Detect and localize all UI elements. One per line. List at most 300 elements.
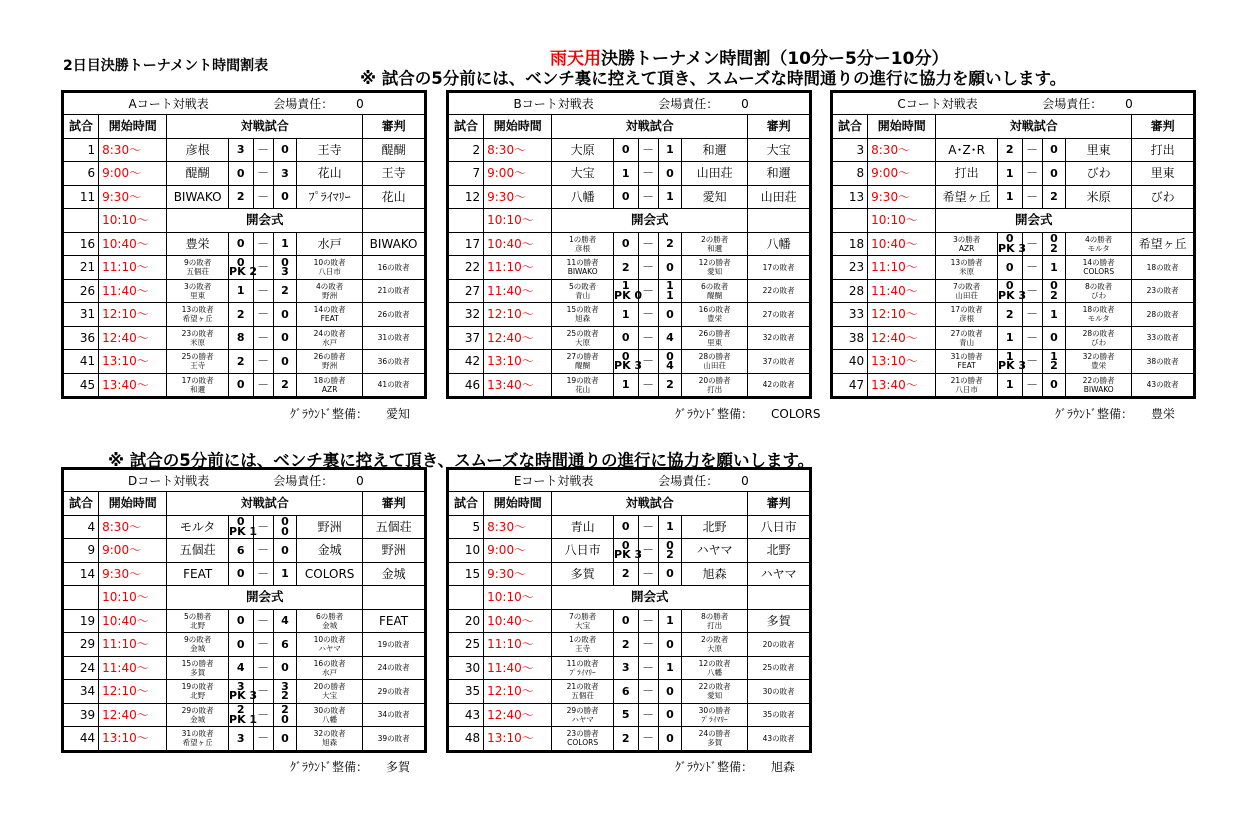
table-row [64, 256, 425, 280]
referee: 里東 [1132, 162, 1194, 186]
start-time: 10:10～ [99, 586, 167, 610]
referee: 43の敗者 [1132, 373, 1194, 397]
start-time: 13:10～ [484, 350, 552, 374]
away-source: 20の勝者 [698, 375, 731, 385]
away-score: 0 [273, 656, 296, 680]
home-score: 0 [229, 609, 253, 633]
start-time: 11:40～ [99, 279, 167, 303]
away-team [682, 609, 748, 633]
home-score-value: 0 [236, 255, 245, 269]
dash: － [638, 373, 658, 397]
manager-value: 0 [741, 96, 749, 111]
away-team: 米原 [1066, 185, 1132, 209]
home-source: 1の敗者 [569, 635, 597, 645]
match-number: 25 [449, 633, 484, 657]
start-time: 11:10～ [868, 256, 936, 280]
away-score: 6 [273, 633, 296, 657]
away-name: ﾌﾟﾗｲﾏﾘｰ [701, 714, 728, 724]
home-score: 3 [229, 727, 253, 751]
home-score: 0 [229, 373, 253, 397]
ceremony: 開会式 [552, 209, 748, 233]
home-source: 5の勝者 [184, 611, 212, 621]
home-name: 里東 [190, 290, 206, 300]
referee: 20の敗者 [748, 633, 810, 657]
referee [748, 209, 810, 233]
home-name: 王寺 [575, 644, 591, 654]
home-team [552, 656, 614, 680]
home-source: 7の勝者 [569, 611, 597, 621]
away-score: 0 [273, 539, 296, 563]
court-manager [658, 93, 809, 115]
table-row [833, 350, 1194, 374]
start-time: 11:40～ [99, 656, 167, 680]
away-score-value: 0 [1050, 279, 1058, 293]
home-name: 醍醐 [575, 361, 591, 371]
match-number: 47 [833, 373, 868, 397]
away-name: 水戸 [322, 667, 338, 677]
notice-top: ※ 試合の5分前には、ベンチ裏に控えて頂き、スムーズな時間通りの進行に協力を願いします。 [360, 69, 1067, 88]
home-score-value: 1 [1005, 349, 1014, 363]
start-time: 11:10～ [484, 633, 552, 657]
match-number: 37 [449, 326, 484, 350]
away-team [682, 326, 748, 350]
home-source: 13の勝者 [950, 258, 983, 268]
dash: － [253, 232, 273, 256]
home-score-value: 0 [621, 538, 630, 552]
home-team: 豊栄 [167, 232, 229, 256]
away-name: 和邇 [707, 243, 723, 253]
away-source: 26の勝者 [698, 328, 731, 338]
home-team [552, 703, 614, 727]
manager-value: 0 [1125, 96, 1133, 111]
table-row [64, 515, 425, 539]
home-score: 0 [614, 515, 638, 539]
home-name: ﾌﾟﾗｲﾏﾘｰ [569, 667, 596, 677]
table-row [833, 185, 1194, 209]
home-source: 19の敗者 [181, 682, 214, 692]
home-name: 彦根 [575, 243, 591, 253]
table-row [833, 138, 1194, 162]
away-score: 3 [273, 162, 296, 186]
home-source: 31の勝者 [950, 352, 983, 362]
table-row [833, 232, 1194, 256]
table-row [449, 162, 810, 186]
away-source: 28の敗者 [1082, 328, 1115, 338]
away-name: 金城 [322, 620, 338, 630]
away-source: 10の敗者 [313, 258, 346, 268]
away-score: 0 [1042, 138, 1065, 162]
dash: － [253, 185, 273, 209]
manager-label: 会場責任： [273, 473, 334, 488]
home-team [167, 373, 229, 397]
home-name: 米原 [959, 267, 975, 277]
start-time: 9:30～ [99, 185, 167, 209]
home-name: 旭森 [575, 314, 591, 324]
table-row [64, 703, 425, 727]
referee: びわ [1132, 185, 1194, 209]
away-team [1066, 279, 1132, 303]
referee: 34の敗者 [363, 703, 425, 727]
away-team [1066, 303, 1132, 327]
home-name: 八日市 [955, 384, 978, 394]
away-team: COLORS [297, 562, 363, 586]
away-source: 10の敗者 [313, 635, 346, 645]
start-time: 9:30～ [484, 562, 552, 586]
home-team [552, 256, 614, 280]
court-manager [1042, 93, 1193, 115]
referee: 多賀 [748, 609, 810, 633]
match-number [64, 209, 99, 233]
start-time: 12:10～ [99, 303, 167, 327]
table-row [449, 350, 810, 374]
away-team: 金城 [297, 539, 363, 563]
table-row [449, 539, 810, 563]
dash: － [638, 609, 658, 633]
match-number [64, 586, 99, 610]
away-team [682, 303, 748, 327]
referee: 43の敗者 [748, 727, 810, 751]
referee: 23の敗者 [1132, 279, 1194, 303]
home-score: 2 [614, 727, 638, 751]
match-number: 18 [833, 232, 868, 256]
start-time: 10:40～ [484, 609, 552, 633]
match-number: 13 [833, 185, 868, 209]
home-name: BIWAKO [567, 267, 598, 277]
away-score-value: 1 [666, 279, 674, 293]
away-score [1042, 350, 1065, 374]
away-score: 1 [273, 562, 296, 586]
away-score: 2 [658, 232, 681, 256]
start-time: 11:10～ [99, 633, 167, 657]
away-source: 14の勝者 [1082, 258, 1115, 268]
home-team: 八日市 [552, 539, 614, 563]
away-name: 八日市 [318, 267, 341, 277]
start-time: 12:10～ [868, 303, 936, 327]
table-row [64, 633, 425, 657]
start-time: 9:30～ [868, 185, 936, 209]
start-time: 10:10～ [868, 209, 936, 233]
home-score-value: 1 [621, 279, 630, 293]
referee [748, 586, 810, 610]
table-row [64, 727, 425, 751]
match-number: 33 [833, 303, 868, 327]
home-name: 北野 [190, 691, 206, 701]
col-ref: 審判 [363, 492, 425, 516]
table-row [64, 350, 425, 374]
dash: － [1022, 373, 1042, 397]
table-row [449, 633, 810, 657]
home-score: 0 [614, 326, 638, 350]
main-title-text: 決勝トーナメン時間割（10分ー5分ー10分） [601, 49, 949, 69]
dash: － [638, 515, 658, 539]
ground-label: ｸﾞﾗｳﾝﾄﾞ整備： [290, 407, 369, 421]
away-team [1066, 232, 1132, 256]
col-vs: 対戦試合 [167, 115, 363, 139]
table-row [449, 586, 810, 610]
away-score: 2 [273, 373, 296, 397]
home-team: 醍醐 [167, 162, 229, 186]
home-score: 1 [614, 162, 638, 186]
home-score: 6 [229, 539, 253, 563]
referee: 31の敗者 [363, 326, 425, 350]
away-team [682, 373, 748, 397]
ground-maintenance [675, 758, 795, 775]
court-manager [273, 93, 424, 115]
col-ref: 審判 [1132, 115, 1194, 139]
away-score [658, 350, 681, 374]
table-row [64, 138, 425, 162]
start-time: 13:10～ [868, 350, 936, 374]
match-number: 12 [449, 185, 484, 209]
away-team: 王寺 [297, 138, 363, 162]
referee: 21の敗者 [363, 279, 425, 303]
home-score: 4 [229, 656, 253, 680]
match-number: 17 [449, 232, 484, 256]
away-team [682, 279, 748, 303]
away-name: 打出 [707, 384, 723, 394]
away-team [682, 232, 748, 256]
referee: 希望ヶ丘 [1132, 232, 1194, 256]
home-source: 17の敗者 [181, 375, 214, 385]
table-row [449, 562, 810, 586]
away-score: 0 [273, 303, 296, 327]
match-number: 35 [449, 680, 484, 704]
away-score: 0 [658, 633, 681, 657]
away-name: 醍醐 [707, 290, 723, 300]
away-pk-score: 2 [666, 548, 674, 562]
home-score-value: 3 [236, 679, 245, 693]
referee: FEAT [363, 609, 425, 633]
home-name: FEAT [957, 361, 976, 371]
away-pk-score: 0 [281, 712, 289, 726]
home-team: 彦根 [167, 138, 229, 162]
dash: － [253, 515, 273, 539]
referee: 22の敗者 [748, 279, 810, 303]
home-score: 1 [998, 326, 1022, 350]
away-source: 22の敗者 [698, 682, 731, 692]
away-score [273, 515, 296, 539]
home-score-value: 2 [236, 703, 245, 717]
start-time: 12:40～ [99, 326, 167, 350]
away-team [297, 680, 363, 704]
pk-score: PK 3 [229, 689, 258, 703]
home-score: 1 [229, 279, 253, 303]
away-score [273, 256, 296, 280]
ground-label: ｸﾞﾗｳﾝﾄﾞ整備： [675, 760, 754, 774]
rain-label: 雨天用 [550, 49, 601, 69]
away-team [297, 656, 363, 680]
away-score: 0 [273, 326, 296, 350]
away-source: 30の敗者 [313, 705, 346, 715]
home-team [936, 232, 998, 256]
home-team: 青山 [552, 515, 614, 539]
match-number: 14 [64, 562, 99, 586]
start-time: 12:40～ [868, 326, 936, 350]
table-row [449, 515, 810, 539]
match-number: 5 [449, 515, 484, 539]
start-time: 12:10～ [484, 303, 552, 327]
away-name: 八幡 [322, 714, 338, 724]
start-time: 11:40～ [484, 656, 552, 680]
ground-value: 愛知 [386, 407, 411, 421]
home-name: COLORS [567, 738, 599, 748]
home-score [229, 515, 258, 539]
away-name: 野洲 [322, 290, 338, 300]
start-time: 10:10～ [484, 209, 552, 233]
referee: 和邇 [748, 162, 810, 186]
away-pk-score: 3 [281, 265, 289, 279]
home-score [614, 349, 643, 374]
home-name: 花山 [575, 384, 591, 394]
away-score: 0 [273, 138, 296, 162]
away-pk-score: 4 [666, 359, 674, 373]
referee: 27の敗者 [748, 303, 810, 327]
away-team: ﾌﾟﾗｲﾏﾘｰ [297, 185, 363, 209]
pk-score: PK 1 [229, 712, 258, 726]
home-score: 2 [998, 303, 1022, 327]
court-title: Bコート対戦表 [449, 93, 659, 115]
dash: － [638, 232, 658, 256]
dash: － [638, 162, 658, 186]
home-score: 2 [614, 256, 638, 280]
away-source: 8の敗者 [1085, 281, 1113, 291]
referee: 五個荘 [363, 515, 425, 539]
ground-value: 旭森 [771, 760, 796, 774]
manager-value: 0 [356, 96, 364, 111]
referee: 42の敗者 [748, 373, 810, 397]
away-team [1066, 256, 1132, 280]
away-team: 花山 [297, 162, 363, 186]
referee: 北野 [748, 539, 810, 563]
match-number: 4 [64, 515, 99, 539]
home-score [229, 679, 258, 704]
col-match: 試合 [449, 492, 484, 516]
away-name: FEAT [320, 314, 339, 324]
away-score: 1 [658, 185, 681, 209]
away-name: 愛知 [707, 691, 723, 701]
referee: 18の敗者 [1132, 256, 1194, 280]
referee: 八幡 [748, 232, 810, 256]
home-team [167, 609, 229, 633]
home-team [552, 232, 614, 256]
away-source: 30の勝者 [698, 705, 731, 715]
col-match: 試合 [833, 115, 868, 139]
dash: － [638, 539, 658, 563]
match-number: 38 [833, 326, 868, 350]
manager-value: 0 [741, 473, 749, 488]
away-team: 旭森 [682, 562, 748, 586]
manager-label: 会場責任： [273, 96, 334, 111]
referee: 19の敗者 [363, 633, 425, 657]
referee: ハヤマ [748, 562, 810, 586]
court-title: Cコート対戦表 [833, 93, 1043, 115]
home-score: 1 [998, 162, 1022, 186]
start-time: 9:30～ [484, 185, 552, 209]
home-team: 多賀 [552, 562, 614, 586]
away-name: 野洲 [322, 361, 338, 371]
away-team [682, 727, 748, 751]
home-team [167, 656, 229, 680]
home-source: 1の勝者 [569, 234, 597, 244]
start-time: 13:40～ [484, 373, 552, 397]
table-row [64, 373, 425, 397]
pk-score: PK 1 [229, 524, 258, 538]
match-number: 16 [64, 232, 99, 256]
home-name: 希望ヶ丘 [182, 314, 213, 324]
home-name: 青山 [575, 290, 591, 300]
away-score [273, 680, 296, 704]
dash: － [1022, 279, 1042, 303]
away-team [297, 727, 363, 751]
pk-score: PK 3 [998, 359, 1027, 373]
home-team [167, 303, 229, 327]
start-time: 13:40～ [99, 373, 167, 397]
match-number: 19 [64, 609, 99, 633]
away-team [297, 703, 363, 727]
home-source: 3の勝者 [953, 234, 981, 244]
match-number: 6 [64, 162, 99, 186]
referee: 醍醐 [363, 138, 425, 162]
match-number: 42 [449, 350, 484, 374]
home-name: 山田荘 [955, 290, 978, 300]
away-source: 16の敗者 [313, 658, 346, 668]
away-team [682, 656, 748, 680]
home-source: 15の勝者 [181, 658, 214, 668]
start-time: 11:40～ [868, 279, 936, 303]
away-team [297, 303, 363, 327]
dash: － [253, 703, 273, 727]
away-pk-score: 2 [281, 689, 289, 703]
dash: － [1022, 138, 1042, 162]
away-score: 0 [658, 727, 681, 751]
referee: 36の敗者 [363, 350, 425, 374]
match-number: 15 [449, 562, 484, 586]
manager-label: 会場責任： [658, 473, 719, 488]
away-pk-score: 0 [281, 524, 289, 538]
home-name: 北野 [190, 620, 206, 630]
start-time: 13:10～ [484, 727, 552, 751]
table-row [64, 303, 425, 327]
match-number: 44 [64, 727, 99, 751]
col-time: 開始時間 [484, 115, 552, 139]
referee: 王寺 [363, 162, 425, 186]
away-score: 1 [658, 138, 681, 162]
away-team [297, 326, 363, 350]
home-source: 11の敗者 [566, 658, 599, 668]
away-team [297, 373, 363, 397]
home-name: AZR [958, 243, 975, 253]
home-team [552, 609, 614, 633]
home-score [998, 279, 1027, 303]
away-team [1066, 326, 1132, 350]
home-score-value: 0 [621, 349, 630, 363]
home-score: 0 [229, 232, 253, 256]
referee: BIWAKO [363, 232, 425, 256]
away-score-value: 0 [281, 255, 289, 269]
away-team [682, 350, 748, 374]
ground-maintenance [290, 405, 410, 422]
table-row [833, 373, 1194, 397]
table-row [449, 373, 810, 397]
away-name: 大原 [707, 644, 723, 654]
match-number: 46 [449, 373, 484, 397]
away-team: 山田荘 [682, 162, 748, 186]
match-number: 10 [449, 539, 484, 563]
away-source: 6の勝者 [316, 611, 344, 621]
dash: － [1022, 303, 1042, 327]
start-time: 12:40～ [99, 703, 167, 727]
away-team [1066, 350, 1132, 374]
